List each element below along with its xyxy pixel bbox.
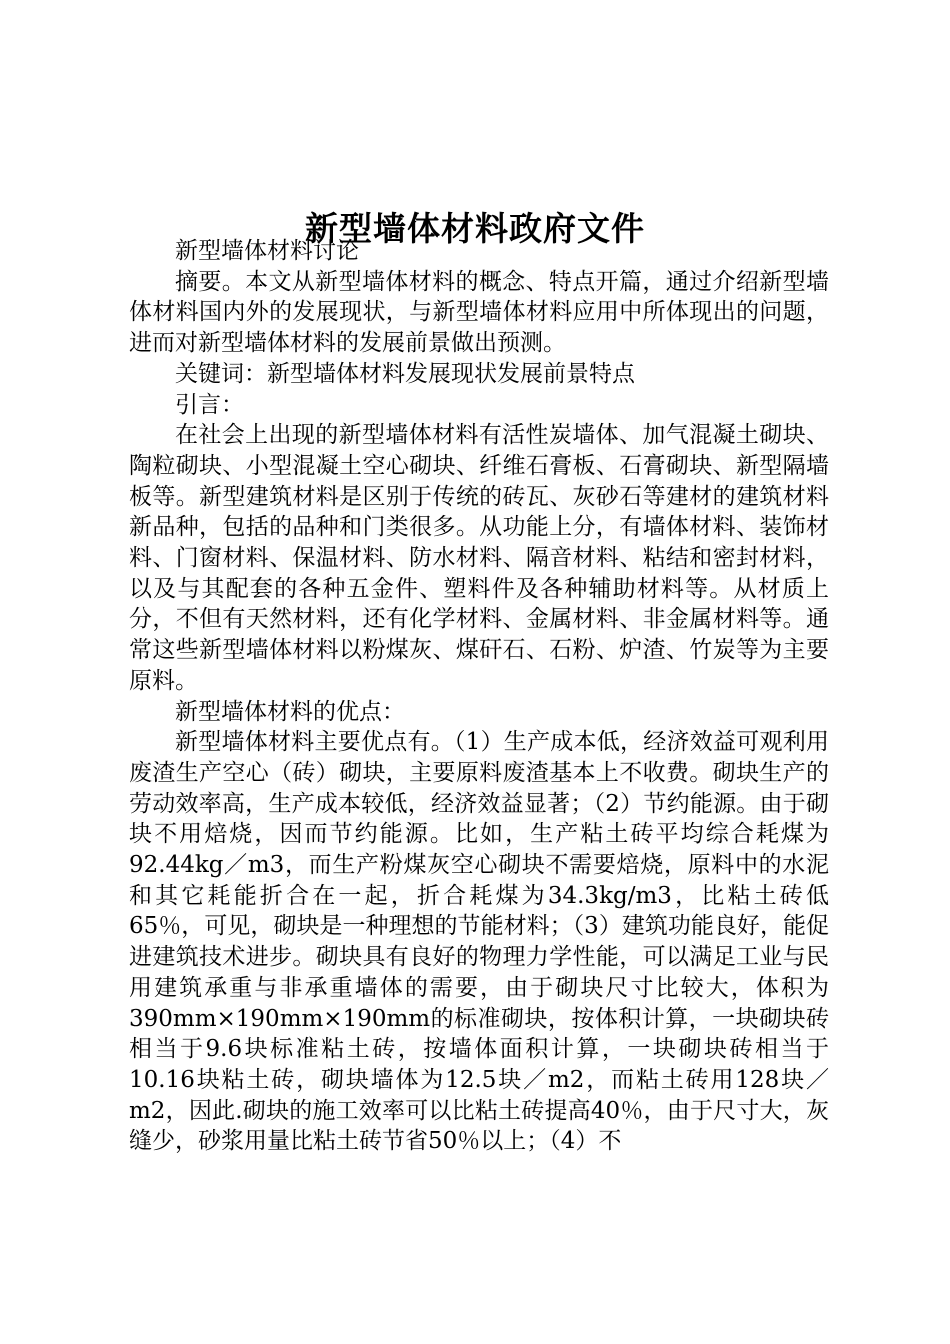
subtitle-paragraph: 新型墙体材料讨论 [175,238,359,264]
document-body [129,236,829,1157]
advantages-paragraph: 新型墙体材料主要优点有。（1）生产成本低，经济效益可观利用废渣生产空心（砖）砌块，主要原料废渣基本上不收费。砌块生产的劳动效率高，生产成本较低，经济效益显著；（2）节约能源。由于砌块不用焙烧，因而节约能源。比如，生产粘土砖平均综合耗煤为92.44kg／m3，而生产粉煤灰空心砌块不需要焙烧，原料中的水泥和其它耗能折合在一起，折合耗煤为34.3kg/m3，比粘土砖低65％，可见，砌块是一种理想的节能材料；（3）建筑功能良好，能促进建筑技术进步。砌块具有良好的物理力学性能，可以满足工业与民用建筑承重与非承重墙体的需要，由于砌块尺寸比较大，体积为390mm×190mm×190mm的标准砌块，按体积计算，一块砌块砖相当于9.6块标准粘土砖，按墙体面积计算，一块砌块砖相当于10.16块粘土砖，砌块墙体为12.5块／m2，而粘土砖用128块／m2，因此.砌块的施工效率可以比粘土砖提高40％，由于尺寸大，灰缝少，砂浆用量比粘土砖节省50％以上；（4）不 [129,729,829,1155]
document-title: 新型墙体材料政府文件 [305,209,645,249]
introduction-paragraph: 在社会上出现的新型墙体材料有活性炭墙体、加气混凝土砌块、陶粒砌块、小型混凝土空心砌块、纤维石膏板、石膏砌块、新型隔墙板等。新型建筑材料是区别于传统的砖瓦、灰砂石等建材的建筑材料新品种，包括的品种和门类很多。从功能上分，有墙体材料、装饰材料、门窗材料、保温材料、防水材料、隔音材料、粘结和密封材料，以及与其配套的各种五金件、塑料件及各种辅助材料等。从材质上分，不但有天然材料，还有化学材料、金属材料、非金属材料等。通常这些新型墙体材料以粉煤灰、煤矸石、石粉、炉渣、竹炭等为主要原料。 [129,422,829,694]
advantages-heading: 新型墙体材料的优点： [175,698,405,725]
abstract-paragraph: 摘要。本文从新型墙体材料的概念、特点开篇，通过介绍新型墙体材料国内外的发展现状，与新型墙体材料应用中所体现出的问题，进而对新型墙体材料的发展前景做出预测。 [129,268,829,357]
keywords-paragraph: 关键词：新型墙体材料发展现状发展前景特点 [175,360,635,387]
introduction-heading: 引言： [175,391,244,418]
